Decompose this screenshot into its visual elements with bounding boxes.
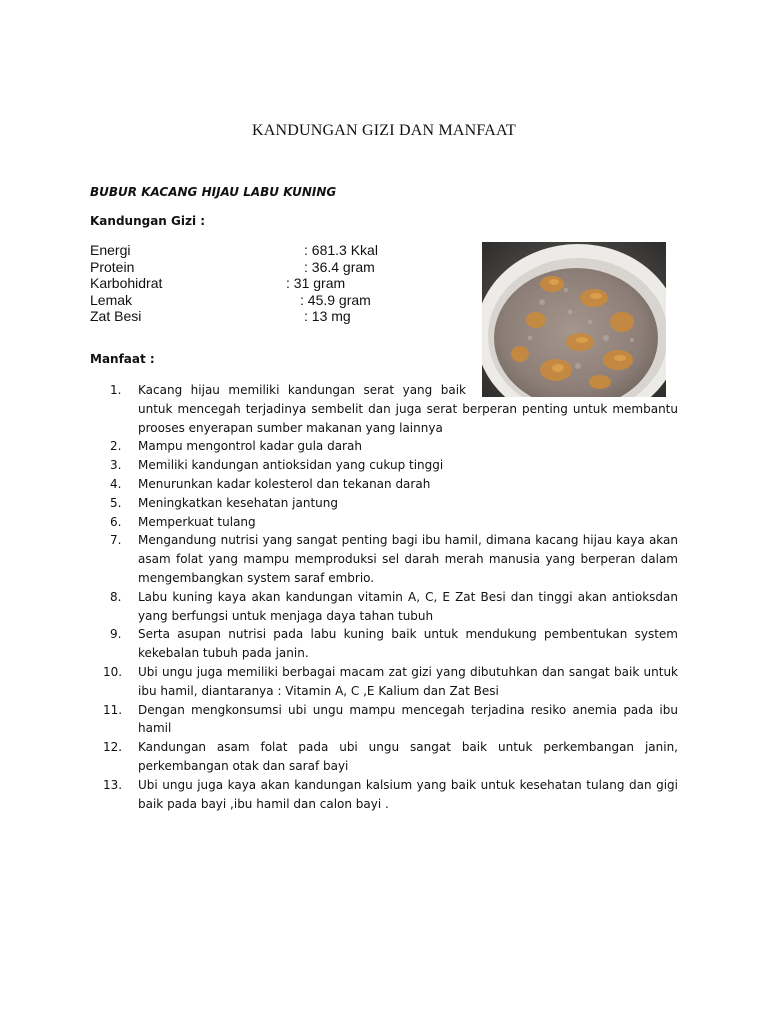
nutrient-row bbox=[90, 308, 390, 325]
page-title: KANDUNGAN GIZI DAN MANFAAT bbox=[252, 122, 516, 139]
nutrient-value: : 13 mg bbox=[304, 308, 351, 324]
item-text: Labu kuning kaya akan kandungan vitamin A, C, E Zat Besi dan tinggi akan antioksdan yang berfungsi untuk menjaga daya tahan tubuh bbox=[138, 589, 678, 623]
list-item bbox=[100, 663, 678, 701]
list-item bbox=[100, 588, 678, 626]
item-text: Kandungan asam folat pada ubi ungu sangat baik untuk perkembangan janin, perkembangan otak dan saraf bayi bbox=[138, 740, 678, 773]
list-item bbox=[100, 437, 678, 456]
item-number: 11. bbox=[103, 702, 123, 717]
recipe-subtitle: BUBUR KACANG HIJAU LABU KUNING bbox=[90, 185, 337, 199]
porridge-photo bbox=[482, 242, 666, 397]
nutrient-value: : 31 gram bbox=[286, 275, 346, 291]
item-text: Memiliki kandungan antioksidan yang cukup tinggi bbox=[138, 458, 444, 473]
list-item bbox=[100, 381, 678, 437]
nutrient-name: Protein bbox=[90, 258, 135, 275]
item-number: 12. bbox=[103, 740, 123, 755]
nutrient-value: : 681.3 Kkal bbox=[304, 242, 378, 258]
nutrient-row bbox=[90, 242, 390, 259]
item-number: 9. bbox=[110, 627, 122, 642]
list-item bbox=[100, 701, 678, 739]
nutrient-name: Zat Besi bbox=[90, 308, 142, 324]
item-number: 5. bbox=[110, 495, 122, 510]
list-item bbox=[100, 776, 678, 814]
list-item bbox=[100, 513, 678, 532]
item-text: Serta asupan nutrisi pada labu kuning baik untuk mendukung pembentukan system kekebalan tubuh pada janin. bbox=[138, 627, 678, 661]
item-number: 1. bbox=[110, 383, 122, 397]
list-item bbox=[100, 456, 678, 475]
item-text: Dengan mengkonsumsi ubi ungu mampu mencegah terjadina resiko anemia pada ibu hamil bbox=[138, 702, 678, 736]
nutrient-value: : 45.9 gram bbox=[300, 291, 371, 308]
item-number: 7. bbox=[110, 533, 122, 548]
item-number: 13. bbox=[103, 777, 123, 792]
item-number: 2. bbox=[110, 439, 122, 454]
item-text: Menurunkan kadar kolesterol dan tekanan darah bbox=[138, 476, 431, 491]
item-number: 3. bbox=[110, 458, 122, 473]
nutrient-row bbox=[90, 259, 390, 276]
item-text: Kacang hijau memiliki kandungan serat yang baik untuk mencegah terjadinya sembelit dan juga serat berperan penting untuk membantu prooses enyerapan sumber makanan yang lainnya bbox=[138, 383, 678, 435]
item-number: 8. bbox=[110, 589, 122, 604]
list-item bbox=[100, 531, 678, 587]
benefits-list bbox=[100, 381, 678, 813]
item-number: 6. bbox=[110, 514, 122, 529]
item-text: Mengandung nutrisi yang sangat penting bagi ibu hamil, dimana kacang hijau kaya akan asam folat yang mampu memproduksi sel darah merah manusia yang berperan dalam mengembangkan system saraf embrio. bbox=[138, 533, 678, 585]
item-text: Ubi ungu juga memiliki berbagai macam zat gizi yang dibutuhkan dan sangat baik untuk ibu hamil, diantaranya : Vitamin A, C ,E Kalium dan Zat Besi bbox=[138, 664, 678, 698]
item-text: Ubi ungu juga kaya akan kandungan kalsium yang baik untuk kesehatan tulang dan gigi baik pada bayi ,ibu hamil dan calon bayi . bbox=[138, 777, 678, 811]
benefits-heading: Manfaat : bbox=[90, 352, 155, 366]
list-item bbox=[100, 475, 678, 494]
item-number: 4. bbox=[110, 476, 122, 491]
nutrient-name: Energi bbox=[90, 242, 131, 258]
item-text: Meningkatkan kesehatan jantung bbox=[138, 495, 339, 510]
item-text: Memperkuat tulang bbox=[138, 514, 256, 529]
nutrition-list bbox=[90, 242, 390, 325]
list-item bbox=[100, 738, 678, 776]
nutrient-name: Lemak bbox=[90, 291, 133, 308]
nutrition-heading: Kandungan Gizi : bbox=[90, 214, 206, 228]
nutrient-name: Karbohidrat bbox=[90, 275, 163, 291]
nutrient-row bbox=[90, 275, 390, 292]
item-number: 10. bbox=[103, 664, 123, 679]
item-text: Mampu mengontrol kadar gula darah bbox=[138, 439, 362, 454]
list-item bbox=[100, 625, 678, 663]
list-item bbox=[100, 494, 678, 513]
nutrient-value: : 36.4 gram bbox=[304, 258, 375, 275]
nutrient-row bbox=[90, 292, 390, 309]
